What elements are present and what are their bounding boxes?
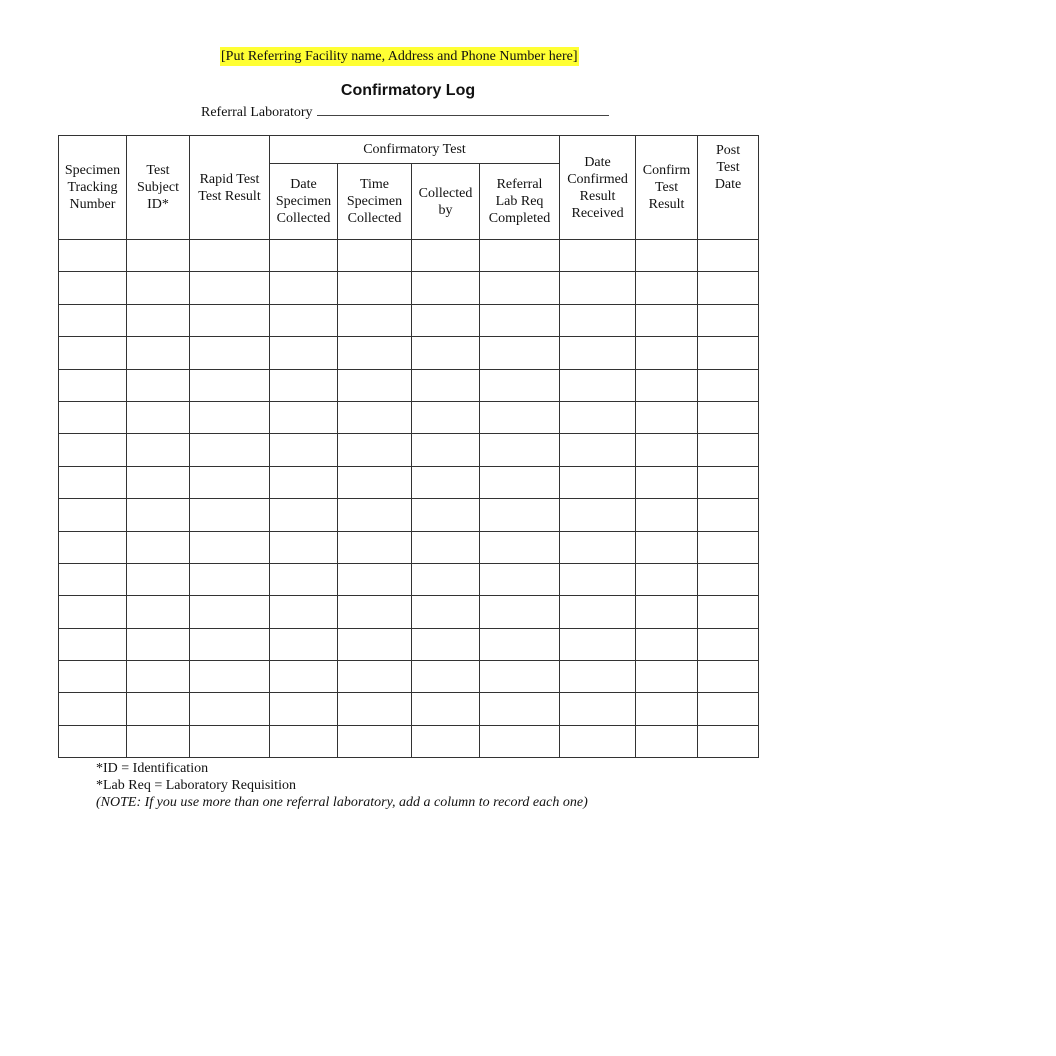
table-cell[interactable] xyxy=(480,563,560,595)
table-cell[interactable] xyxy=(190,563,270,595)
footnote-labreq-definition: *Lab Req = Laboratory Requisition xyxy=(96,778,296,793)
table-cell[interactable] xyxy=(412,434,480,466)
table-cell[interactable] xyxy=(59,628,127,660)
table-cell[interactable] xyxy=(190,499,270,531)
table-cell[interactable] xyxy=(698,466,759,498)
col-header-specimen-tracking: Specimen Tracking Number xyxy=(59,136,127,240)
table-cell[interactable] xyxy=(190,628,270,660)
table-cell[interactable] xyxy=(560,628,636,660)
table-cell[interactable] xyxy=(560,499,636,531)
table-cell[interactable] xyxy=(560,466,636,498)
table-cell[interactable] xyxy=(636,401,698,433)
table-cell[interactable] xyxy=(412,563,480,595)
table-row xyxy=(59,563,759,595)
table-row xyxy=(59,499,759,531)
table-cell[interactable] xyxy=(127,661,190,693)
table-cell[interactable] xyxy=(127,499,190,531)
col-header-time-specimen-collected: Time Specimen Collected xyxy=(338,164,412,240)
table-cell[interactable] xyxy=(270,628,338,660)
table-cell[interactable] xyxy=(412,337,480,369)
table-cell[interactable] xyxy=(560,240,636,272)
facility-placeholder: [Put Referring Facility name, Address and Phone Number here] xyxy=(221,49,578,64)
table-cell[interactable] xyxy=(480,661,560,693)
referral-laboratory-blank-line xyxy=(317,101,609,116)
table-cell[interactable] xyxy=(338,499,412,531)
table-cell[interactable] xyxy=(127,693,190,725)
table-cell[interactable] xyxy=(270,369,338,401)
table-cell[interactable] xyxy=(127,337,190,369)
table-cell[interactable] xyxy=(412,531,480,563)
table-cell[interactable] xyxy=(480,725,560,757)
table-cell[interactable] xyxy=(698,628,759,660)
table-cell[interactable] xyxy=(270,596,338,628)
table-row xyxy=(59,628,759,660)
table-cell[interactable] xyxy=(412,725,480,757)
table-cell[interactable] xyxy=(190,466,270,498)
table-cell[interactable] xyxy=(59,531,127,563)
table-cell[interactable] xyxy=(560,434,636,466)
table-cell[interactable] xyxy=(698,272,759,304)
table-cell[interactable] xyxy=(270,272,338,304)
table-cell[interactable] xyxy=(338,369,412,401)
table-cell[interactable] xyxy=(127,434,190,466)
table-row xyxy=(59,337,759,369)
table-cell[interactable] xyxy=(636,693,698,725)
table-cell[interactable] xyxy=(270,466,338,498)
table-cell[interactable] xyxy=(480,531,560,563)
table-cell[interactable] xyxy=(270,401,338,433)
table-cell[interactable] xyxy=(59,401,127,433)
table-cell[interactable] xyxy=(480,628,560,660)
table-cell[interactable] xyxy=(480,337,560,369)
col-header-collected-by: Collected by xyxy=(412,164,480,240)
table-cell[interactable] xyxy=(338,628,412,660)
table-cell[interactable] xyxy=(338,596,412,628)
table-row xyxy=(59,304,759,336)
table-cell[interactable] xyxy=(338,401,412,433)
table-cell[interactable] xyxy=(480,369,560,401)
table-cell[interactable] xyxy=(338,434,412,466)
table-row xyxy=(59,725,759,757)
table-row xyxy=(59,434,759,466)
footnote-note: (NOTE: If you use more than one referral laboratory, add a column to record each one) xyxy=(96,795,588,810)
table-cell[interactable] xyxy=(636,628,698,660)
table-cell[interactable] xyxy=(698,693,759,725)
table-cell[interactable] xyxy=(480,304,560,336)
table-cell[interactable] xyxy=(560,272,636,304)
table-cell[interactable] xyxy=(636,725,698,757)
table-cell[interactable] xyxy=(59,304,127,336)
table-row xyxy=(59,596,759,628)
table-cell[interactable] xyxy=(560,725,636,757)
table-cell[interactable] xyxy=(338,725,412,757)
table-cell[interactable] xyxy=(127,596,190,628)
table-cell[interactable] xyxy=(412,693,480,725)
table-cell[interactable] xyxy=(127,725,190,757)
table-cell[interactable] xyxy=(190,272,270,304)
table-cell[interactable] xyxy=(190,240,270,272)
col-header-date-specimen-collected: Date Specimen Collected xyxy=(270,164,338,240)
table-cell[interactable] xyxy=(636,434,698,466)
table-cell[interactable] xyxy=(59,725,127,757)
table-cell[interactable] xyxy=(270,661,338,693)
table-cell[interactable] xyxy=(190,369,270,401)
table-cell[interactable] xyxy=(636,369,698,401)
table-cell[interactable] xyxy=(270,434,338,466)
table-cell[interactable] xyxy=(338,661,412,693)
table-cell[interactable] xyxy=(127,531,190,563)
table-cell[interactable] xyxy=(636,272,698,304)
table-row xyxy=(59,466,759,498)
table-cell[interactable] xyxy=(59,369,127,401)
table-cell[interactable] xyxy=(270,499,338,531)
table-cell[interactable] xyxy=(636,337,698,369)
table-cell[interactable] xyxy=(338,304,412,336)
table-row xyxy=(59,401,759,433)
table-cell[interactable] xyxy=(338,531,412,563)
table-cell[interactable] xyxy=(338,466,412,498)
table-cell[interactable] xyxy=(560,596,636,628)
col-header-date-confirmed-result: Date Confirmed Result Received xyxy=(560,136,636,240)
confirmatory-log-table xyxy=(58,135,759,758)
table-cell[interactable] xyxy=(698,661,759,693)
table-cell[interactable] xyxy=(59,693,127,725)
table-cell[interactable] xyxy=(412,661,480,693)
table-cell[interactable] xyxy=(190,596,270,628)
table-row xyxy=(59,369,759,401)
table-row xyxy=(59,661,759,693)
table-cell[interactable] xyxy=(480,466,560,498)
page-title: Confirmatory Log xyxy=(340,82,476,99)
table-cell[interactable] xyxy=(412,466,480,498)
table-cell[interactable] xyxy=(698,563,759,595)
table-cell[interactable] xyxy=(190,434,270,466)
table-cell[interactable] xyxy=(480,240,560,272)
log-body xyxy=(59,240,759,758)
table-cell[interactable] xyxy=(190,693,270,725)
table-cell[interactable] xyxy=(59,337,127,369)
table-cell[interactable] xyxy=(480,499,560,531)
table-cell[interactable] xyxy=(270,337,338,369)
table-cell[interactable] xyxy=(127,272,190,304)
table-cell[interactable] xyxy=(480,693,560,725)
table-cell[interactable] xyxy=(59,272,127,304)
table-cell[interactable] xyxy=(127,466,190,498)
col-header-post-test-date: Post Test Date xyxy=(698,136,759,240)
table-cell[interactable] xyxy=(338,272,412,304)
table-cell[interactable] xyxy=(59,240,127,272)
table-cell[interactable] xyxy=(480,596,560,628)
table-cell[interactable] xyxy=(127,304,190,336)
table-cell[interactable] xyxy=(698,725,759,757)
table-cell[interactable] xyxy=(127,369,190,401)
table-cell[interactable] xyxy=(127,401,190,433)
table-cell[interactable] xyxy=(190,661,270,693)
table-row xyxy=(59,531,759,563)
table-cell[interactable] xyxy=(338,693,412,725)
col-header-rapid-test-result: Rapid Test Test Result xyxy=(190,136,270,240)
table-cell[interactable] xyxy=(412,499,480,531)
col-header-confirmatory-test-group: Confirmatory Test xyxy=(270,136,560,164)
table-cell[interactable] xyxy=(636,661,698,693)
table-cell[interactable] xyxy=(127,240,190,272)
table-cell[interactable] xyxy=(636,499,698,531)
table-cell[interactable] xyxy=(636,240,698,272)
referral-laboratory-field xyxy=(201,101,609,122)
table-cell[interactable] xyxy=(412,596,480,628)
table-cell[interactable] xyxy=(636,596,698,628)
table-cell[interactable] xyxy=(636,531,698,563)
table-cell[interactable] xyxy=(560,337,636,369)
table-cell[interactable] xyxy=(636,466,698,498)
table-cell[interactable] xyxy=(190,725,270,757)
table-cell[interactable] xyxy=(59,499,127,531)
table-cell[interactable] xyxy=(636,563,698,595)
footnote-id-definition: *ID = Identification xyxy=(96,761,209,776)
table-cell[interactable] xyxy=(412,369,480,401)
referral-laboratory-label: Referral Laboratory xyxy=(201,105,313,120)
table-cell[interactable] xyxy=(636,304,698,336)
table-cell[interactable] xyxy=(412,240,480,272)
table-cell[interactable] xyxy=(270,240,338,272)
col-header-test-subject-id: Test Subject ID* xyxy=(127,136,190,240)
table-cell[interactable] xyxy=(560,304,636,336)
table-cell[interactable] xyxy=(412,401,480,433)
table-cell[interactable] xyxy=(190,304,270,336)
table-cell[interactable] xyxy=(480,434,560,466)
table-cell[interactable] xyxy=(698,240,759,272)
table-cell[interactable] xyxy=(560,661,636,693)
table-cell[interactable] xyxy=(127,563,190,595)
table-cell[interactable] xyxy=(190,531,270,563)
col-header-confirm-test-result: Confirm Test Result xyxy=(636,136,698,240)
table-cell[interactable] xyxy=(412,628,480,660)
table-row xyxy=(59,272,759,304)
table-cell[interactable] xyxy=(560,401,636,433)
table-cell[interactable] xyxy=(698,304,759,336)
table-cell[interactable] xyxy=(480,401,560,433)
table-cell[interactable] xyxy=(270,304,338,336)
table-cell[interactable] xyxy=(698,401,759,433)
table-cell[interactable] xyxy=(270,531,338,563)
col-header-referral-lab-req: Referral Lab Req Completed xyxy=(480,164,560,240)
table-cell[interactable] xyxy=(59,434,127,466)
table-cell[interactable] xyxy=(59,661,127,693)
table-cell[interactable] xyxy=(698,337,759,369)
table-cell[interactable] xyxy=(412,304,480,336)
table-cell[interactable] xyxy=(698,531,759,563)
table-cell[interactable] xyxy=(698,369,759,401)
table-cell[interactable] xyxy=(59,596,127,628)
table-cell[interactable] xyxy=(560,531,636,563)
table-cell[interactable] xyxy=(338,563,412,595)
table-cell[interactable] xyxy=(480,272,560,304)
table-cell[interactable] xyxy=(190,337,270,369)
table-cell[interactable] xyxy=(560,693,636,725)
table-cell[interactable] xyxy=(698,596,759,628)
table-cell[interactable] xyxy=(270,725,338,757)
table-cell[interactable] xyxy=(698,434,759,466)
table-cell[interactable] xyxy=(560,563,636,595)
table-cell[interactable] xyxy=(270,563,338,595)
footnotes xyxy=(96,760,588,811)
table-cell[interactable] xyxy=(270,693,338,725)
table-row xyxy=(59,693,759,725)
table-cell[interactable] xyxy=(190,401,270,433)
table-cell[interactable] xyxy=(560,369,636,401)
table-cell[interactable] xyxy=(59,563,127,595)
table-cell[interactable] xyxy=(698,499,759,531)
table-cell[interactable] xyxy=(412,272,480,304)
table-cell[interactable] xyxy=(338,337,412,369)
table-cell[interactable] xyxy=(127,628,190,660)
table-cell[interactable] xyxy=(338,240,412,272)
table-cell[interactable] xyxy=(59,466,127,498)
table-row xyxy=(59,240,759,272)
